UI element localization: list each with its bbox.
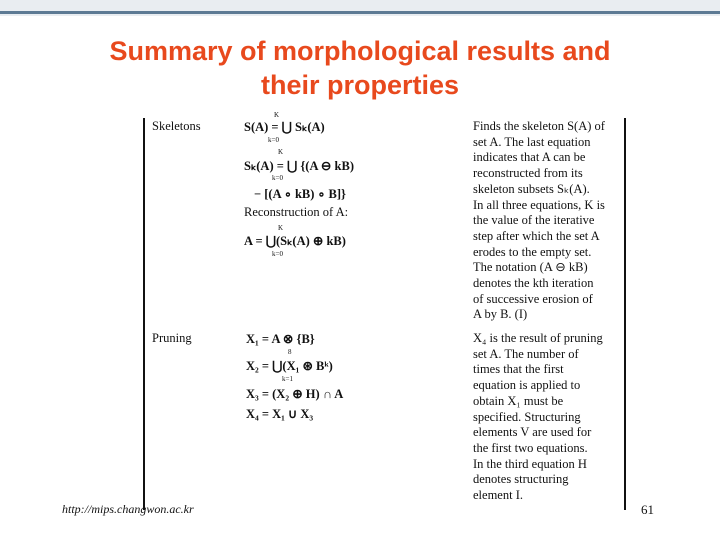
skeleton-eq-4: A = ⋃(Sₖ(A) ⊕ kB) [244,234,346,248]
desc-line: the value of the iterative [473,213,595,228]
skeleton-eq-1-sup: K [274,111,280,119]
row-name-pruning: Pruning [152,331,192,345]
desc-line: of successive erosion of [473,291,593,306]
desc-line: denotes the kth iteration [473,276,594,291]
pruning-eq-4: X₄ = X₁ ∪ X₃ [246,407,314,421]
desc-line: In all three equations, K is [473,197,605,212]
desc-line: X₄ is the result of pruning [473,331,603,345]
desc-line: specified. Structuring [473,409,581,424]
desc-line: The notation (A ⊖ kB) [473,260,588,275]
desc-line: obtain X₁ must be [473,393,564,408]
skeleton-eq-2-sup: K [278,148,284,156]
desc-line: A by B. (I) [473,307,528,322]
skeletons-description [473,119,623,323]
top-rule [0,11,720,14]
desc-line: Finds the skeleton S(A) of [473,119,605,133]
desc-line: set A. The last equation [473,134,591,149]
desc-line: equation is applied to [473,378,581,393]
title-line-2: their properties [260,70,460,100]
page-number: 61 [641,502,654,517]
footer-url: http://mips.changwon.ac.kr [62,502,194,516]
desc-line: indicates that A can be [473,150,586,165]
desc-line: set A. The number of [473,346,579,361]
desc-line: erodes to the empty set. [473,244,592,259]
skeleton-eq-2: Sₖ(A) = ⋃ {(A ⊖ kB) [244,159,354,173]
desc-line: element I. [473,488,523,503]
pruning-eq-2-sup: 8 [288,348,292,356]
pruning-eq-1: X₁ = A ⊗ {B} [246,332,315,346]
reconstruction-label: Reconstruction of A: [244,205,349,219]
row-name-skeletons: Skeletons [152,119,201,133]
pruning-description [473,331,623,504]
skeleton-eq-1-sub: k=0 [268,136,279,144]
table-right-border [624,118,626,510]
skeleton-eq-4-sup: K [278,224,284,232]
desc-line: reconstructed from its [473,166,583,181]
skeleton-eq-2-sub: k=0 [272,174,283,182]
desc-line: the first two equations. [473,440,588,455]
desc-line: denotes structuring [473,472,569,487]
slide-title [30,34,690,102]
title-line-1: Summary of morphological results and [109,36,611,66]
desc-line: elements V are used for [473,425,592,440]
pruning-eq-3: X₃ = (X₂ ⊕ H) ∩ A [246,387,344,401]
desc-line: In the third equation H [473,456,587,471]
desc-line: times that the first [473,362,564,377]
desc-line: skeleton subsets Sₖ(A). [473,181,590,196]
skeleton-eq-4-sub: k=0 [272,250,283,258]
pruning-eq-2: X₂ = ⋃(X₁ ⊛ Bᵏ) [246,359,333,373]
skeleton-eq-1: S(A) = ⋃ Sₖ(A) [244,120,325,134]
table-left-border [143,118,145,510]
desc-line: step after which the set A [473,228,600,243]
skeleton-eq-3: − [(A ∘ kB) ∘ B]} [254,187,346,201]
pruning-eq-2-sub: k=1 [282,375,293,383]
